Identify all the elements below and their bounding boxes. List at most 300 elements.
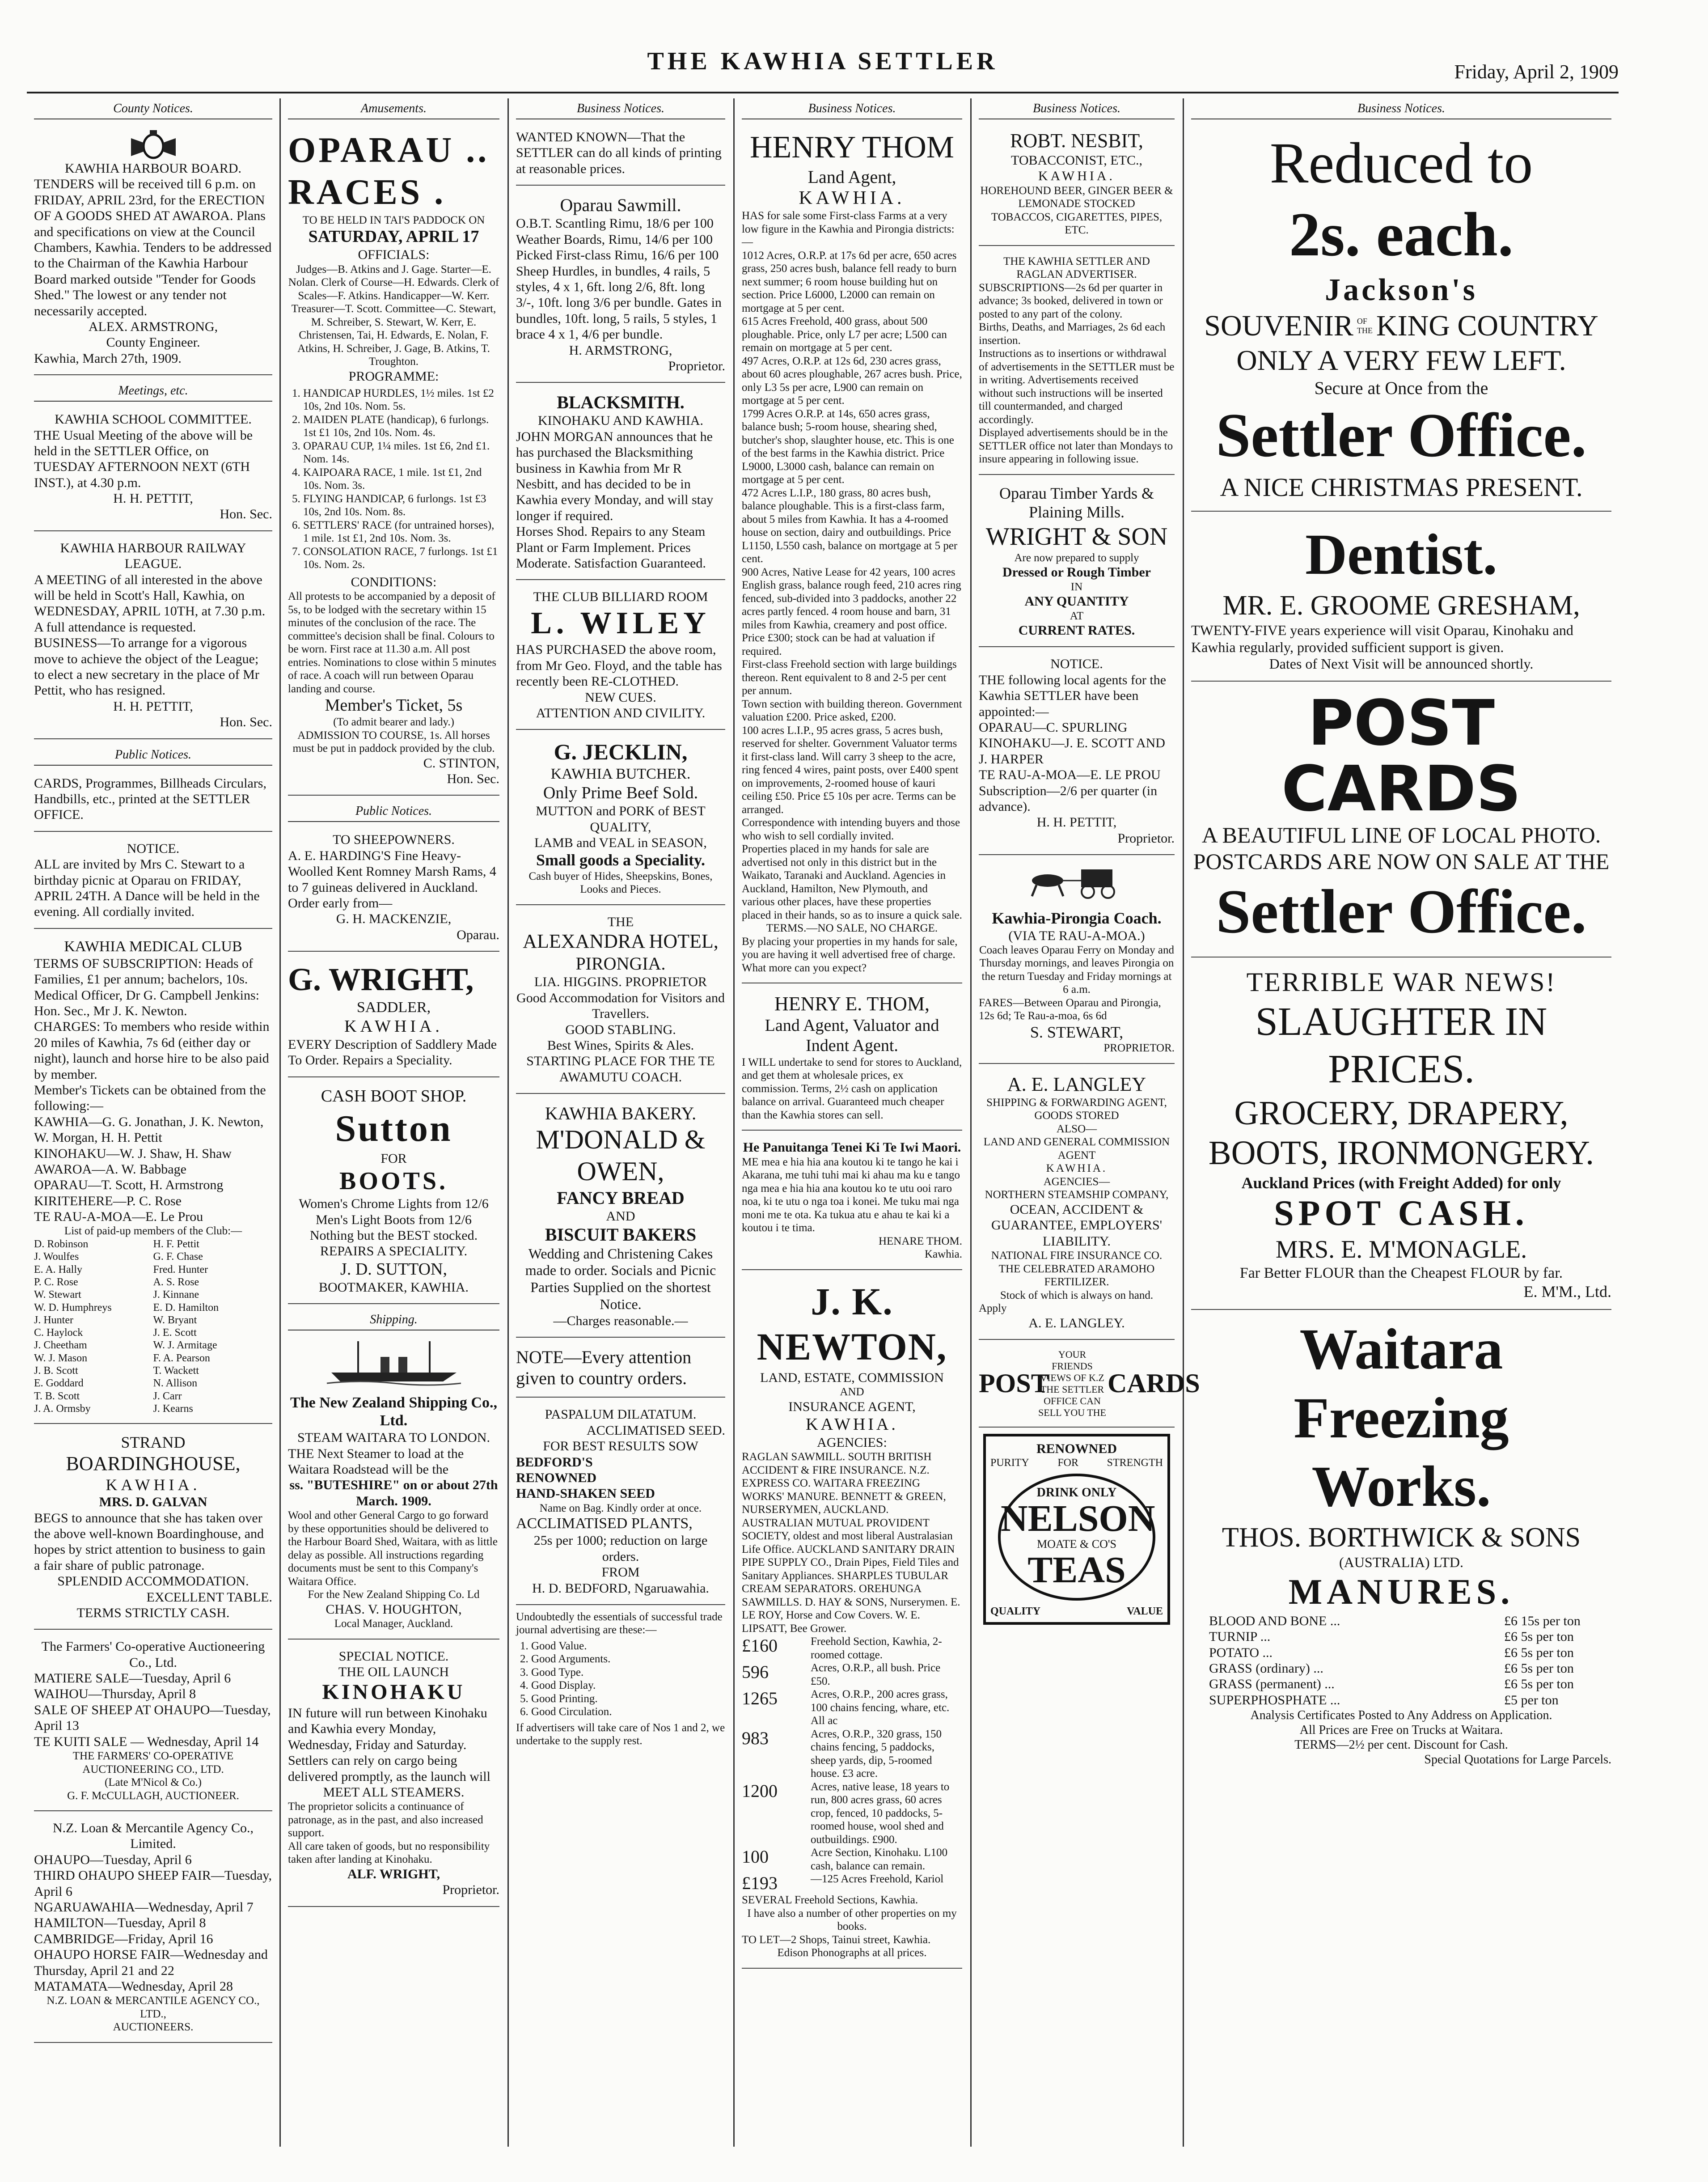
ad-price: 2s. each.: [1289, 200, 1514, 270]
ad-line: Good Accommodation for Visitors and Travellers.: [516, 990, 725, 1021]
ad-title: Oparau Timber Yards & Plaining Mills.: [999, 484, 1154, 521]
ad-title: Works.: [1311, 1454, 1491, 1519]
ad-sub: ACCLIMATISED SEED.: [586, 1423, 725, 1438]
blacksmith-ad: [516, 388, 725, 580]
ad-line: ACCLIMATISED PLANTS,: [516, 1515, 693, 1532]
waitara-freezing-ad: [1191, 1315, 1611, 1767]
manure-name: GRASS (ordinary) ...: [1209, 1661, 1323, 1676]
ad-line: TERMS—2½ per cent. Discount for Cash.: [1294, 1738, 1508, 1752]
advertising-essentials: [516, 1610, 725, 1748]
manure-price: £6 5s per ton: [1504, 1661, 1574, 1676]
ad-body: All care taken of goods, but no responsibility taken after landing at Kinohaku.: [288, 1840, 490, 1866]
jk-newton-ad: [742, 1275, 962, 1969]
wanted-known-ad: WANTED KNOWN—That the SETTLER can do all kinds of printing at reasonable prices.: [516, 126, 725, 186]
ad-line: BEDFORD'S: [516, 1454, 593, 1470]
kinohaku-launch-ad: [288, 1645, 499, 1907]
billiard-room-ad: [516, 585, 725, 730]
ad-ship: ss. "BUTESHIRE" on or about 27th March. 1909.: [289, 1478, 498, 1508]
manure-price: £6 15s per ton: [1504, 1613, 1581, 1628]
member-name: J. Hunter: [34, 1314, 73, 1326]
column-business-notices-6: [1184, 98, 1619, 2147]
list-item: NORTHERN STEAMSHIP COMPANY,: [985, 1189, 1169, 1201]
property-listing: [742, 1688, 962, 1728]
horse-coach-icon: [1023, 860, 1130, 901]
list-item: TE KUITI SALE — Wednesday, April 14: [34, 1734, 259, 1749]
farm-listing: 497 Acres, O.R.P. at 12s 6d, 230 acres grass, about 60 acres ploughable, 267 acres bush. Price, only L3 5s per acre, L900 can remain on mortgage at 5 per cent.: [742, 355, 962, 407]
list-item: MATAMATA—Wednesday, April 28: [34, 1979, 233, 1994]
member-name: W. Stewart: [34, 1289, 81, 1301]
ad-line: Small goods a Speciality.: [536, 851, 706, 869]
ad-role: LAND, ESTATE, COMMISSION: [760, 1370, 944, 1385]
ad-trade: SADDLER,: [356, 999, 431, 1016]
list-item: TE RAU-A-MOA—E. LE PROU: [979, 767, 1161, 783]
notice-body: Member's Tickets can be obtained from the following:—: [34, 1082, 266, 1114]
essentials-list: [516, 1640, 725, 1719]
ad-title: N.Z. Loan & Mercantile Agency Co., Limited.: [52, 1821, 254, 1852]
ad-signature-role: Proprietor.: [442, 1882, 499, 1898]
souvenir-ad: [1191, 126, 1611, 512]
notice-body: Instructions as to insertions or withdrawal of advertisements in the SETTLER must be in writing. Advertisements received without such instructions will be inserted till countermanded, and charged accordingly.: [979, 347, 1175, 426]
section-header: Business Notices.: [1191, 98, 1611, 119]
ad-line: Men's Light Boots from 12/6: [316, 1212, 472, 1227]
ad-special: SPECIAL NOTICE.: [338, 1648, 449, 1664]
ad-line: BOOTS, IRONMONGERY.: [1208, 1134, 1594, 1172]
ad-line: Name on Bag. Kindly order at once.: [539, 1502, 702, 1514]
ad-line: POSTCARDS ARE NOW ON SALE AT THE: [1193, 849, 1610, 874]
ad-name: KINOHAKU: [322, 1680, 465, 1704]
manure-row: [1191, 1692, 1611, 1708]
ad-sub: KAWHIA BUTCHER.: [550, 766, 691, 783]
member-name: E. D. Hamilton: [153, 1301, 219, 1313]
member-name: J. B. Scott: [34, 1365, 78, 1377]
ad-word: QUALITY: [990, 1606, 1041, 1618]
agencies-text: RAGLAN SAWMILL. SOUTH BRITISH ACCIDENT & FIRE INSURANCE. N.Z. EXPRESS CO. WAITARA FREEZING WORKS' MANURE. BENNETT & GREEN, NURSERYMEN, AUCKLAND. AUSTRALIAN MUTUAL PROVIDENT SOCIETY, oldest and most liberal Australasian Life Office. AUCKLAND SANITARY DRAIN PIPE SUPPLY CO., Drain Pipes, Field Tiles and Sanitary Appliances. SHARPLES TUBULAR CREAM SEPARATORS. OREHUNGA SAWMILLS. D. HAY & SONS, Nurserymen. E. LE ROY, Horse and Cow Covers. W. E. LIPSATT, Bee Grower.: [742, 1451, 960, 1635]
ad-place: KAWHIA.: [799, 187, 905, 208]
manure-row: [1191, 1661, 1611, 1676]
property-listing: [742, 1873, 962, 1894]
school-committee-notice: [34, 408, 272, 531]
notice-title: He Panuitanga Tenei Ki Te Iwi Maori.: [743, 1140, 961, 1155]
ad-signature: ALF. WRIGHT,: [347, 1866, 440, 1881]
ad-body: I WILL undertake to send for stores to Auckland, and get them at wholesale prices, ex commission. Terms, 2½ cash on application balance on arrival. Guaranteed much cheaper than the Kawhia stores can sell.: [742, 1056, 962, 1121]
ad-row: [990, 1457, 1163, 1469]
ad-line: Edison Phonographs at all prices.: [777, 1947, 927, 1959]
list-item: 1. Good Value.: [531, 1640, 725, 1653]
property-listing: [742, 1635, 962, 1661]
ad-name: NELSON: [1001, 1498, 1155, 1540]
member-name: G. F. Chase: [153, 1251, 203, 1263]
list-item: 2. MAIDEN PLATE (handicap), 6 furlongs. 1st £1 10s, 2nd 10s. Nom. 4s.: [303, 413, 499, 440]
ad-name: WRIGHT & SON: [985, 522, 1168, 551]
ad-place: KAWHIA.: [1038, 169, 1116, 184]
ad-title: Oparau Sawmill.: [560, 195, 681, 216]
section-header: Business Notices.: [742, 98, 962, 119]
ad-role: Land Agent, Valuator and Indent Agent.: [765, 1016, 939, 1055]
ad-line: DRINK ONLY: [1036, 1486, 1117, 1500]
henry-e-thom-ad: [742, 989, 962, 1131]
kawhia-bakery-ad: [516, 1099, 725, 1338]
settler-subscription-notice: [979, 251, 1175, 475]
oparau-races-ad: [288, 126, 499, 796]
member-name: E. Goddard: [34, 1377, 84, 1390]
ad-apply: Apply: [979, 1302, 1007, 1314]
henry-thom-ad: [742, 126, 962, 983]
member-name: A. S. Rose: [153, 1276, 199, 1288]
ad-line: HAND-SHAKEN SEED: [516, 1486, 655, 1501]
ad-for: For the New Zealand Shipping Co. Ld: [308, 1589, 480, 1601]
notice-body: Medical Officer, Dr G. Campbell Jenkins: Hon. Sec., Mr J. K. Newton.: [34, 987, 259, 1018]
ad-office: Settler Office.: [1216, 400, 1587, 470]
ad-the: THE: [607, 914, 634, 929]
ad-title: PASPALUM DILATATUM.: [545, 1407, 697, 1422]
nz-shipping-ad: [288, 1390, 499, 1640]
harbour-board-notice: [34, 126, 272, 375]
ad-line: Best Wines, Spirits & Ales.: [547, 1038, 694, 1053]
ad-title: Reduced to: [1269, 131, 1533, 196]
ad-row: [990, 1605, 1163, 1618]
listing-figure: £160: [742, 1635, 778, 1656]
manure-row: [1191, 1613, 1611, 1629]
masthead-title: THE KAWHIA SETTLER: [647, 47, 998, 75]
member-name: J. Carr: [153, 1390, 182, 1402]
listing-figure: 596: [742, 1662, 769, 1682]
ad-name: HENRY THOM: [750, 130, 954, 165]
listing-description: Acres, native lease, 18 years to run, 800 acres grass, 60 acres crop, fenced, 10 paddocks, 5-roomed house, wool shed and outbuildings. £900.: [811, 1780, 950, 1846]
ad-fares: FARES—Between Oparau and Pirongia, 12s 6d; Te Rau-a-moa, 6s 6d: [979, 996, 1161, 1022]
list-item: 1. HANDICAP HURDLES, 1½ miles. 1st £2 10s, 2nd 10s. Nom. 5s.: [303, 387, 499, 413]
ad-name: A. E. LANGLEY: [1007, 1073, 1146, 1095]
notice-title: KAWHIA MEDICAL CLUB: [64, 938, 242, 955]
ad-line: RENOWNED: [516, 1470, 597, 1485]
notice-signature-role: Hon. Sec.: [220, 715, 272, 730]
ad-body: Wool and other General Cargo to go forward by these opportunities should be delivered to the Harbour Board Shed, Waitara, with as little delay as possible. All instructions regarding documents must be sent to this Company's Waitara Office.: [288, 1509, 498, 1588]
ad-line: ANY QUANTITY: [1024, 594, 1129, 609]
ad-title: Dentist.: [1305, 522, 1497, 587]
notice-signature-role: Hon. Sec.: [220, 507, 272, 522]
ad-body: Horses Shod. Repairs to any Steam Plant or Farm Implement. Prices Moderate. Satisfaction Guaranteed.: [516, 524, 706, 571]
notice-signature: HENARE THOM.: [878, 1235, 962, 1247]
ad-souvenir: [1191, 309, 1611, 343]
race-programme: [288, 387, 499, 572]
manure-name: POTATO ...: [1209, 1645, 1273, 1660]
notice-title: NOTICE.: [127, 841, 180, 856]
manure-name: TURNIP ...: [1209, 1629, 1271, 1644]
ad-word: OF: [1357, 316, 1367, 326]
ad-line: A BEAUTIFUL LINE OF LOCAL PHOTO.: [1201, 822, 1601, 848]
ad-body: EVERY Description of Saddlery Made To Order. Repairs a Speciality.: [288, 1037, 497, 1068]
list-item: 3. OPARAU CUP, 1¼ miles. 1st £6, 2nd £1. Nom. 14s.: [303, 440, 499, 466]
listing-description: Acres, O.R.P., all bush. Price £50.: [811, 1662, 941, 1687]
notice-body: BUSINESS—To arrange for a vigorous move to achieve the object of the League; to elect a new secretary in the place of Mr Pettit, who has resigned.: [34, 636, 259, 698]
notice-signature: H. H. PETTIT,: [1036, 815, 1117, 830]
manure-row: [1191, 1676, 1611, 1692]
list-item: THIRD OHAUPO SHEEP FAIR—Tuesday, April 6: [34, 1868, 272, 1899]
notice-body: ALL are invited by Mrs C. Stewart to a birthday picnic at Oparau on FRIDAY, APRIL 24TH. A Dance will be held in the evening. All cordially invited.: [34, 857, 260, 919]
notice-title: KAWHIA HARBOUR BOARD.: [64, 161, 242, 176]
ad-role: LAND AND GENERAL COMMISSION AGENT: [983, 1136, 1170, 1161]
listing-figure: 1200: [742, 1780, 778, 1801]
ad-title: CASH BOOT SHOP.: [321, 1086, 467, 1106]
ad-line: TERMS STRICTLY CASH.: [76, 1605, 230, 1620]
ad-line: REPAIRS A SPECIALITY.: [320, 1244, 468, 1259]
dentist-ad: [1191, 517, 1611, 682]
ad-signature: N.Z. LOAN & MERCANTILE AGENCY CO., LTD.,: [47, 1995, 260, 2020]
railway-league-notice: [34, 537, 272, 739]
country-orders-note: NOTE—Every attention given to country orders.: [516, 1343, 725, 1398]
ad-sub: (AUSTRALIA) LTD.: [1339, 1554, 1463, 1570]
ad-title: G. JECKLIN,: [554, 739, 688, 765]
ticket-note: (To admit bearer and lady.): [333, 716, 454, 729]
list-item: 2. Good Arguments.: [531, 1652, 725, 1666]
farm-listing: 1012 Acres, O.R.P. at 17s 6d per acre, 650 acres grass, 250 acres bush, balance fell ready to burn next summer; 6 room house building hut on section. Price L6000, L2000 can remain on mortgage at 5 per cent.: [742, 249, 957, 314]
property-listing: [742, 1846, 962, 1873]
manure-price: £6 5s per ton: [1504, 1629, 1574, 1644]
ad-also: ALSO—: [1056, 1123, 1097, 1135]
masthead: [27, 42, 1619, 96]
listing-description: —125 Acres Freehold, Kariol: [811, 1873, 944, 1885]
ad-line: MEET ALL STEAMERS.: [323, 1785, 465, 1800]
sheepowners-ad: [288, 828, 499, 952]
ad-name: MR. E. GROOME GRESHAM,: [1222, 590, 1580, 621]
nz-loan-ad: [34, 1817, 272, 2043]
section-header: Public Notices.: [288, 801, 499, 822]
subheading: PROGRAMME:: [348, 369, 439, 384]
section-header: County Notices.: [34, 98, 272, 119]
ad-intro: HAS for sale some First-class Farms at a very low figure in the Kawhia and Pirongia districts:—: [742, 210, 955, 249]
ad-line: Secure at Once from the: [1314, 377, 1488, 398]
notice-body: CHARGES: To members who reside within 20 miles of Kawhia, 7s 6d (either day or night), launch and horse hire to be also paid by member.: [34, 1019, 270, 1082]
timber-yards-ad: [979, 480, 1175, 648]
ad-title: BOARDINGHOUSE,: [66, 1452, 241, 1474]
member-name: D. Robinson: [34, 1238, 89, 1250]
notice-body: SUBSCRIPTIONS—2s 6d per quarter in advance; 3s booked, delivered in town or posted to any part of the colony.: [979, 281, 1163, 320]
essentials-footer: If advertisers will take care of Nos 1 and 2, we undertake to the supply rest.: [516, 1721, 725, 1747]
ad-signature-role: PROPRIETOR.: [1103, 1042, 1175, 1055]
list-item: NATIONAL FIRE INSURANCE CO.: [991, 1250, 1163, 1262]
ad-body: Properties placed in my hands for sale are advertised not only in this district but in the Waikato, Taranaki and Auckland. Agencies in Auckland, Hamilton, New Plymouth, and various other places, have these properties placed in their hands, so as to insure a quick sale.: [742, 843, 962, 921]
ad-title: G. WRIGHT,: [288, 962, 474, 998]
member-name: H. F. Pettit: [153, 1238, 199, 1250]
subheading: CONDITIONS:: [351, 574, 437, 589]
members-list: [34, 1238, 272, 1415]
list-item: TE RAU-A-MOA—E. Le Prou: [34, 1209, 203, 1224]
notice-title: KAWHIA SCHOOL COMMITTEE.: [55, 412, 252, 427]
ad-name: Sutton: [335, 1107, 452, 1149]
postcards-ad: [979, 1345, 1200, 1428]
ad-title: STRAND: [121, 1433, 186, 1452]
ad-line: BOOTS.: [339, 1167, 448, 1195]
list-item: KINOHAKU—W. J. Shaw, H. Shaw: [34, 1146, 232, 1161]
ad-line: 25s per 1000; reduction on large orders.: [533, 1533, 708, 1564]
ad-sub: KINOHAKU AND KAWHIA.: [537, 413, 704, 428]
farm-listing: First-class Freehold section with large buildings thereon. Rent equivalent to 8 and 2-5 per cent per annum.: [742, 658, 957, 697]
masthead-date: Friday, April 2, 1909: [1454, 61, 1619, 83]
langley-agent-ad: [979, 1069, 1175, 1340]
farm-listing: Town section with building thereon. Government valuation £200. Price asked, £200.: [742, 698, 962, 724]
ad-signature: THE FARMERS' CO-OPERATIVE AUCTIONEERING CO., LTD.: [72, 1750, 234, 1775]
notice-body: ME mea e hia hia ana koutou ki te tango he kai i Akarana, me tuhi tuhi mai ki ahau ma ku e tango nga mea e hia hia ana koutou ko te utu ooi raro noa, ki te utu o nga toa i konei. Me tuku mai nga moni me te ota. Ka tukua atu e ahau te kai ki a koutou i te tima.: [742, 1156, 960, 1234]
ad-line: SEVERAL Freehold Sections, Kawhia.: [742, 1894, 918, 1907]
farm-listing: 900 Acres, Native Lease for 42 years, 100 acres English grass, balance rough feed, 210 acres ring fenced, sub-divided into 3 paddocks, another 22 acres partly fenced. 4 room house and barn, 31 miles from Kawhia, creamery and post office. Price £300; stock can be had at valuation if required.: [742, 566, 961, 657]
list-item: HAMILTON—Tuesday, April 8: [34, 1915, 206, 1931]
ad-and: AND: [840, 1386, 864, 1398]
list-item: 4. Good Display.: [531, 1679, 725, 1692]
ad-line: THE SETTLER OFFICE CAN SELL YOU THE: [1038, 1383, 1106, 1418]
ad-line: SPLENDID ACCOMMODATION.: [57, 1574, 249, 1589]
ad-body: O.B.T. Scantling Rimu, 18/6 per 100 Weather Boards, Rimu, 14/6 per 100 Picked First-class Rimu, 16/6 per 100 Sheep Hurdles, in bundles, 4 rails, 5 styles, 4 x 1, 6ft. long 2/6, 8ft. long 3/-, 10ft. long 3/6 per bundle. Gates in bundles, 10ft. long, 5 rails, 5 styles, 1 brace 4 x 1, 4/6 per bundle.: [516, 216, 722, 342]
notice-body: Subscription—2/6 per quarter (in advance).: [979, 783, 1158, 814]
ad-title: Kawhia-Pirongia Coach.: [992, 909, 1162, 928]
ad-place: KAWHIA.: [106, 1475, 201, 1494]
section-header: Public Notices.: [34, 745, 272, 766]
ad-line: STARTING PLACE FOR THE TE AWAMUTU COACH.: [526, 1054, 715, 1085]
ad-sub: TO BE HELD IN TAI'S PADDOCK ON: [302, 214, 485, 226]
notice-title: NOTICE.: [1050, 657, 1103, 672]
ad-line: HOREHOUND BEER, GINGER BEER & LEMONADE STOCKED: [980, 184, 1173, 210]
ad-office: Settler Office.: [1216, 877, 1587, 947]
manure-row: [1191, 1645, 1611, 1661]
ad-body: The proprietor solicits a continuance of patronage, as in the past, and also increased support.: [288, 1801, 483, 1839]
cards-notice: CARDS, Programmes, Billheads Circulars, Handbills, etc., printed at the SETTLER OFFICE.: [34, 772, 272, 832]
list-item: OPARAU—T. Scott, H. Armstrong: [34, 1178, 224, 1193]
ad-title: RACES .: [288, 173, 446, 212]
list-item: OCEAN, ACCIDENT & GUARANTEE, EMPLOYERS' LIABILITY.: [991, 1202, 1163, 1249]
column-county-notices: [27, 98, 279, 2147]
ad-word: PURITY: [990, 1457, 1029, 1469]
ad-word: STRENGTH: [1107, 1457, 1163, 1469]
listing-figure: £193: [742, 1873, 778, 1894]
farm-listing: 472 Acres L.I.P., 180 grass, 80 acres bush, balance ploughable. This is a first-class farm, about 5 miles from Kawhia. It has a 4-roomed house on section, dairy and outbuildings. Price L1150, L550 cash, balance on mortgage at 5 per cent.: [742, 487, 958, 565]
ad-owner: MRS. D. GALVAN: [99, 1495, 207, 1510]
ad-line: NEW CUES.: [585, 690, 656, 705]
ad-role: Land Agent,: [807, 166, 896, 187]
postcards-office-ad: [1191, 687, 1611, 958]
ad-signature: Local Manager, Auckland.: [334, 1618, 453, 1630]
ad-body: HAS PURCHASED the above room, from Mr Geo. Floyd, and the table has recently been RE-CLOTHED.: [516, 642, 722, 689]
ad-of-the: [1357, 317, 1373, 335]
list-item: Stock of which is always on hand.: [1000, 1289, 1154, 1301]
member-name: C. Haylock: [34, 1327, 83, 1339]
manure-row: [1191, 1629, 1611, 1644]
notice-title: THE KAWHIA SETTLER AND RAGLAN ADVERTISER.: [1003, 255, 1150, 281]
list-item: KINOHAKU—J. E. SCOTT AND J. HARPER: [979, 736, 1165, 767]
conditions-text: All protests to be accompanied by a deposit of 5s, to be lodged with the secretary within 15 minutes of the conclusion of the race. The committee's decision shall be final. Colours to be worn. First race at 11.30 a.m. All post entries. Nominations to close within 5 minutes of race. A coach will run between Oparau landing and course.: [288, 590, 496, 695]
ad-word: FOR: [1057, 1457, 1078, 1469]
ad-name: MRS. E. M'MONAGLE.: [1275, 1235, 1527, 1263]
ad-line: TOBACCOS, CIGARETTES, PIPES, ETC.: [991, 211, 1163, 237]
member-name: J. A. Ormsby: [34, 1403, 91, 1415]
ad-line: MOATE & CO'S: [1036, 1538, 1117, 1551]
list-item: 4. KAIPOARA RACE, 1 mile. 1st £1, 2nd 10s. Nom. 3s.: [303, 466, 499, 492]
ad-line: AT: [1070, 610, 1084, 622]
ad-place: PIRONGIA.: [575, 953, 666, 974]
ad-proprietor: LIA. HIGGINS. PROPRIETOR: [534, 974, 707, 990]
ad-line: Cash buyer of Hides, Sheepskins, Bones, Looks and Pieces.: [528, 870, 713, 896]
sutton-boots-ad: [288, 1083, 499, 1304]
property-listing: [742, 1728, 962, 1780]
list-item: 7. CONSOLATION RACE, 7 furlongs. 1st £1 10s. Nom. 2s.: [303, 545, 499, 572]
local-agents-notice: [979, 652, 1175, 855]
ad-signature: S. STEWART,: [1030, 1023, 1124, 1041]
mcmonagle-ad: [1191, 963, 1611, 1310]
member-name: J. Cheetham: [34, 1339, 87, 1352]
ad-signature: J. D. SUTTON,: [340, 1259, 447, 1279]
notice-body: TERMS OF SUBSCRIPTION: Heads of Families, £1 per annum; bachelors, 10s.: [34, 956, 254, 987]
manure-name: SUPERPHOSPHATE ...: [1209, 1692, 1340, 1707]
masthead-rule: [27, 92, 1619, 93]
nesbit-tobacconist-ad: [979, 126, 1175, 246]
ad-title: THE CLUB BILLIARD ROOM: [533, 589, 708, 605]
agent-list: [34, 1114, 272, 1225]
notice-body: A MEETING of all interested in the above will be held in Scott's Hall, Kawhia, on WEDNESDAY, APRIL 10TH, at 7.30 p.m. A full attendance is requested.: [34, 572, 266, 635]
ad-body: [1037, 1349, 1108, 1419]
ad-word: KING COUNTRY: [1376, 309, 1598, 343]
member-name: J. Woulfes: [34, 1251, 79, 1263]
ad-place: KAWHIA.: [806, 1415, 898, 1434]
ticket-price: Member's Ticket, 5s: [325, 696, 463, 715]
section-header: Amusements.: [288, 98, 499, 119]
list-item: MATIERE SALE—Tuesday, April 6: [34, 1671, 231, 1686]
ad-title: ALEXANDRA HOTEL,: [523, 930, 719, 953]
ad-signature: G. F. McCULLAGH, AUCTIONEER.: [67, 1789, 239, 1802]
ad-signature-role: Proprietor.: [668, 358, 725, 373]
ad-place: KAWHIA.: [1046, 1162, 1108, 1175]
ad-line: Women's Chrome Lights from 12/6: [299, 1196, 489, 1212]
ad-name: HENRY E. THOM,: [774, 993, 930, 1015]
ad-line: Are now prepared to supply: [1014, 551, 1139, 564]
ad-line: Analysis Certificates Posted to Any Address on Application.: [1250, 1708, 1552, 1723]
ad-date: SATURDAY, APRIL 17: [308, 227, 479, 246]
ad-body: Coach leaves Oparau Ferry on Monday and Thursday mornings, and leaves Pirongia on the return Tuesday and Friday mornings at 6 a.m.: [979, 944, 1174, 996]
member-name: W. Bryant: [153, 1314, 197, 1326]
ad-title: OPARAU ..: [288, 131, 490, 170]
members-list-title: List of paid-up members of the Club:—: [64, 1225, 242, 1237]
ad-title: BLACKSMITH.: [557, 392, 685, 413]
ad-via: (VIA TE RAU-A-MOA.): [1008, 928, 1145, 943]
ad-line: FOR: [380, 1151, 407, 1166]
essentials-intro: Undoubtedly the essentials of successful trade journal advertising are these:—: [516, 1610, 723, 1636]
ad-line: Dressed or Rough Timber: [1002, 565, 1151, 580]
list-item: 5. Good Printing.: [531, 1692, 725, 1706]
ad-signature: G. H. MACKENZIE,: [336, 911, 452, 927]
section-header: Business Notices.: [979, 98, 1175, 119]
ad-body: Correspondence with intending buyers and those who wish to sell cordially invited.: [742, 817, 960, 842]
member-name: Fred. Hunter: [153, 1263, 208, 1275]
ad-title: KAWHIA BAKERY.: [545, 1103, 697, 1124]
member-name: J. Kearns: [153, 1403, 193, 1415]
member-name: W. J. Mason: [34, 1352, 88, 1364]
ad-line: AND: [606, 1209, 635, 1224]
pirongia-coach-ad: [979, 905, 1175, 1064]
subheading: OFFICIALS:: [358, 247, 430, 263]
coat-of-arms-icon: [127, 129, 180, 161]
ad-manures: MANURES.: [1288, 1572, 1514, 1612]
ad-signature: C. STINTON,: [423, 755, 499, 771]
notice-place: Kawhia.: [925, 1248, 962, 1261]
admission-text: ADMISSION TO COURSE, 1s. All horses must be put in paddock provided by the club.: [292, 729, 495, 755]
ad-word: VALUE: [1127, 1606, 1163, 1618]
ad-line: Auckland Prices (with Freight Added) for only: [1241, 1174, 1561, 1192]
ad-place: Oparau.: [457, 927, 499, 942]
column-business-notices-4: [735, 98, 969, 2147]
ad-line: ATTENTION AND CIVILITY.: [536, 705, 706, 720]
oparau-sawmill-ad: [516, 191, 725, 383]
notice-signature: H. H. PETTIT,: [113, 699, 193, 714]
listing-description: Acres, O.R.P., 200 acres grass, 100 chains fencing, whare, etc. All ac: [811, 1688, 950, 1727]
ad-line: Nothing but the BEST stocked.: [309, 1228, 478, 1243]
member-name: J. Kinnane: [153, 1289, 199, 1301]
section-header: Meetings, etc.: [34, 381, 272, 402]
